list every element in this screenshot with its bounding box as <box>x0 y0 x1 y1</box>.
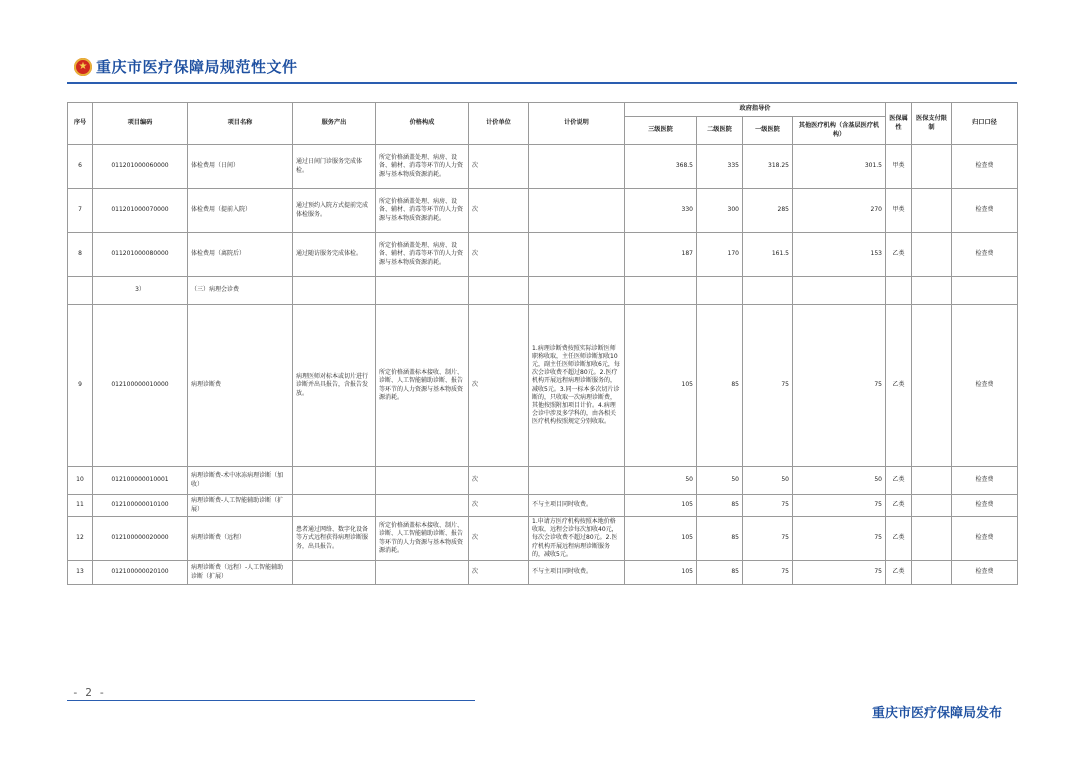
header-service: 服务产出 <box>293 103 376 145</box>
row-unit: 次 <box>469 517 529 561</box>
row-unit: 次 <box>469 561 529 585</box>
row-price-level2 <box>697 277 743 305</box>
row-price-composition: 所定价格涵盖处理、病房、设备、辅材、消毒等环节的人力资源与基本物质资源消耗。 <box>376 189 469 233</box>
row-price-composition: 所定价格涵盖处理、病房、设备、辅材、消毒等环节的人力资源与基本物质资源消耗。 <box>376 233 469 277</box>
row-price-other: 270 <box>793 189 886 233</box>
row-description: 不与主项目同时收费。 <box>529 561 625 585</box>
row-price-other: 75 <box>793 561 886 585</box>
row-name: 病理诊断费（远程） <box>188 517 293 561</box>
row-unit <box>469 277 529 305</box>
row-pay-limit <box>912 305 952 467</box>
table-row <box>68 277 1018 305</box>
row-seq: 10 <box>68 467 93 495</box>
row-price-level1: 75 <box>743 495 793 517</box>
row-dept <box>952 277 1018 305</box>
row-code: 012100000010100 <box>93 495 188 517</box>
row-price-other <box>793 277 886 305</box>
row-price-level2: 85 <box>697 561 743 585</box>
row-pay-limit <box>912 145 952 189</box>
row-price-level1: 161.5 <box>743 233 793 277</box>
row-insurance: 甲类 <box>886 145 912 189</box>
row-dept: 检查费 <box>952 467 1018 495</box>
header-insurance: 医保属性 <box>886 103 912 145</box>
row-pay-limit <box>912 495 952 517</box>
row-description: 1.申请方医疗机构按照本地价格收取，远程会诊每次加收40元，每次会诊收费不超过80元。2.医疗机构开展远程病理诊断服务的，减收5元。 <box>529 517 625 561</box>
row-service: 通过预约入院方式提前完成体检服务。 <box>293 189 376 233</box>
pricing-table <box>67 102 1018 585</box>
row-seq: 11 <box>68 495 93 517</box>
row-unit: 次 <box>469 233 529 277</box>
row-price-level3 <box>625 277 697 305</box>
row-code: 3） <box>93 277 188 305</box>
row-code: 011201000060000 <box>93 145 188 189</box>
row-dept: 检查费 <box>952 189 1018 233</box>
row-price-level1: 50 <box>743 467 793 495</box>
header-unit: 计价单位 <box>469 103 529 145</box>
row-pay-limit <box>912 517 952 561</box>
row-price-level1: 285 <box>743 189 793 233</box>
row-seq: 6 <box>68 145 93 189</box>
row-description <box>529 467 625 495</box>
row-service: 通过日间门诊服务完成体检。 <box>293 145 376 189</box>
header-seq: 序号 <box>68 103 93 145</box>
row-seq: 13 <box>68 561 93 585</box>
row-price-level1 <box>743 277 793 305</box>
row-price-level1: 318.25 <box>743 145 793 189</box>
row-insurance: 乙类 <box>886 305 912 467</box>
header-other: 其他医疗机构（含基层医疗机构） <box>793 117 886 145</box>
row-unit: 次 <box>469 467 529 495</box>
header-level1: 一级医院 <box>743 117 793 145</box>
row-price-level2: 300 <box>697 189 743 233</box>
publisher-label: 重庆市医疗保障局发布 <box>872 706 1003 721</box>
table-row <box>68 189 1018 233</box>
row-code: 012100000020000 <box>93 517 188 561</box>
row-dept: 检查费 <box>952 233 1018 277</box>
row-insurance: 乙类 <box>886 233 912 277</box>
row-price-level1: 75 <box>743 305 793 467</box>
row-pay-limit <box>912 277 952 305</box>
row-price-composition <box>376 561 469 585</box>
row-pay-limit <box>912 233 952 277</box>
row-name: 病理诊断费 <box>188 305 293 467</box>
header-level3: 三级医院 <box>625 117 697 145</box>
header-name: 项目名称 <box>188 103 293 145</box>
page-header <box>74 56 298 77</box>
row-description <box>529 189 625 233</box>
row-price-level3: 368.5 <box>625 145 697 189</box>
header-price-composition: 价格构成 <box>376 103 469 145</box>
row-dept: 检查费 <box>952 561 1018 585</box>
row-seq: 9 <box>68 305 93 467</box>
row-name: 病理诊断费-人工智能辅助诊断（扩展） <box>188 495 293 517</box>
table-row <box>68 561 1018 585</box>
header-code: 项目编码 <box>93 103 188 145</box>
row-insurance <box>886 277 912 305</box>
header-level2: 二级医院 <box>697 117 743 145</box>
row-price-level3: 105 <box>625 495 697 517</box>
row-price-level3: 105 <box>625 305 697 467</box>
row-price-composition <box>376 277 469 305</box>
row-name: 病理诊断费-术中冰冻病理诊断（加收） <box>188 467 293 495</box>
table-row <box>68 145 1018 189</box>
row-insurance: 甲类 <box>886 189 912 233</box>
row-service <box>293 467 376 495</box>
row-price-level3: 187 <box>625 233 697 277</box>
row-price-other: 301.5 <box>793 145 886 189</box>
row-description <box>529 145 625 189</box>
row-price-level2: 85 <box>697 517 743 561</box>
row-name: （三）病理会诊费 <box>188 277 293 305</box>
row-insurance: 乙类 <box>886 561 912 585</box>
row-insurance: 乙类 <box>886 467 912 495</box>
row-pay-limit <box>912 561 952 585</box>
row-service: 通过随访服务完成体检。 <box>293 233 376 277</box>
row-price-other: 75 <box>793 495 886 517</box>
row-unit: 次 <box>469 189 529 233</box>
row-price-level2: 335 <box>697 145 743 189</box>
row-dept: 检查费 <box>952 495 1018 517</box>
row-unit: 次 <box>469 495 529 517</box>
row-price-composition <box>376 495 469 517</box>
row-service <box>293 495 376 517</box>
row-price-composition: 所定价格涵盖标本接收、制片、诊断、人工智能辅助诊断、报告等环节的人力资源与基本物质资源消耗。 <box>376 305 469 467</box>
row-name: 体检费用（日间） <box>188 145 293 189</box>
row-code: 011201000070000 <box>93 189 188 233</box>
row-code: 012100000010000 <box>93 305 188 467</box>
row-price-level3: 50 <box>625 467 697 495</box>
row-name: 体检费用（提前入院） <box>188 189 293 233</box>
row-pay-limit <box>912 189 952 233</box>
row-seq <box>68 277 93 305</box>
row-price-level2: 170 <box>697 233 743 277</box>
row-description: 1.病理诊断费按照实际诊断医师职称收取，主任医师诊断加收10元，副主任医师诊断加收6元，每次会诊收费不超过80元。2.医疗机构开展远程病理诊断服务的，减收5元。3.同一标本多次切片诊断的，只收取一次病理诊断费，其他按照附加项目计价。4.病理会诊中涉及多学科的，由各相关医疗机构按照规定分别收取。 <box>529 305 625 467</box>
row-code: 012100000020100 <box>93 561 188 585</box>
table-row <box>68 233 1018 277</box>
header-divider <box>67 82 1017 84</box>
row-seq: 12 <box>68 517 93 561</box>
table-row <box>68 305 1018 467</box>
row-price-composition <box>376 467 469 495</box>
row-description <box>529 277 625 305</box>
row-code: 012100000010001 <box>93 467 188 495</box>
row-price-level2: 85 <box>697 495 743 517</box>
row-insurance: 乙类 <box>886 495 912 517</box>
row-price-level1: 75 <box>743 561 793 585</box>
table-row <box>68 467 1018 495</box>
row-price-other: 75 <box>793 517 886 561</box>
row-service: 病理医师对标本或切片进行诊断并出具报告，含报告发放。 <box>293 305 376 467</box>
row-unit: 次 <box>469 145 529 189</box>
row-pay-limit <box>912 467 952 495</box>
row-service <box>293 561 376 585</box>
document-header-title: 重庆市医疗保障局规范性文件 <box>96 58 298 76</box>
row-code: 011201000080000 <box>93 233 188 277</box>
header-gov-price: 政府指导价 <box>625 103 886 117</box>
row-dept: 检查费 <box>952 305 1018 467</box>
row-price-level2: 50 <box>697 467 743 495</box>
row-description <box>529 233 625 277</box>
header-dept: 归口口径 <box>952 103 1018 145</box>
row-price-level3: 330 <box>625 189 697 233</box>
page-number: - 2 - <box>72 686 106 699</box>
row-service <box>293 277 376 305</box>
row-price-composition: 所定价格涵盖处理、病房、设备、辅材、消毒等环节的人力资源与基本物质资源消耗。 <box>376 145 469 189</box>
row-price-level3: 105 <box>625 517 697 561</box>
table-row <box>68 495 1018 517</box>
row-dept: 检查费 <box>952 145 1018 189</box>
row-insurance: 乙类 <box>886 517 912 561</box>
footer-divider <box>67 700 475 701</box>
row-dept: 检查费 <box>952 517 1018 561</box>
row-seq: 7 <box>68 189 93 233</box>
row-service: 患者通过网络、数字化设备等方式远程获得病理诊断服务，出具报告。 <box>293 517 376 561</box>
row-seq: 8 <box>68 233 93 277</box>
row-price-level1: 75 <box>743 517 793 561</box>
row-unit: 次 <box>469 305 529 467</box>
row-description: 不与主项目同时收费。 <box>529 495 625 517</box>
row-name: 病理诊断费（远程）-人工智能辅助诊断（扩展） <box>188 561 293 585</box>
row-price-level3: 105 <box>625 561 697 585</box>
row-price-other: 50 <box>793 467 886 495</box>
header-pay-limit: 医保支付限制 <box>912 103 952 145</box>
row-price-other: 75 <box>793 305 886 467</box>
header-description: 计价说明 <box>529 103 625 145</box>
row-price-level2: 85 <box>697 305 743 467</box>
row-price-other: 153 <box>793 233 886 277</box>
row-name: 体检费用（离院后） <box>188 233 293 277</box>
table-row <box>68 517 1018 561</box>
row-price-composition: 所定价格涵盖标本接收、制片、诊断、人工智能辅助诊断、报告等环节的人力资源与基本物质资源消耗。 <box>376 517 469 561</box>
national-emblem-icon: ★ <box>74 58 92 76</box>
